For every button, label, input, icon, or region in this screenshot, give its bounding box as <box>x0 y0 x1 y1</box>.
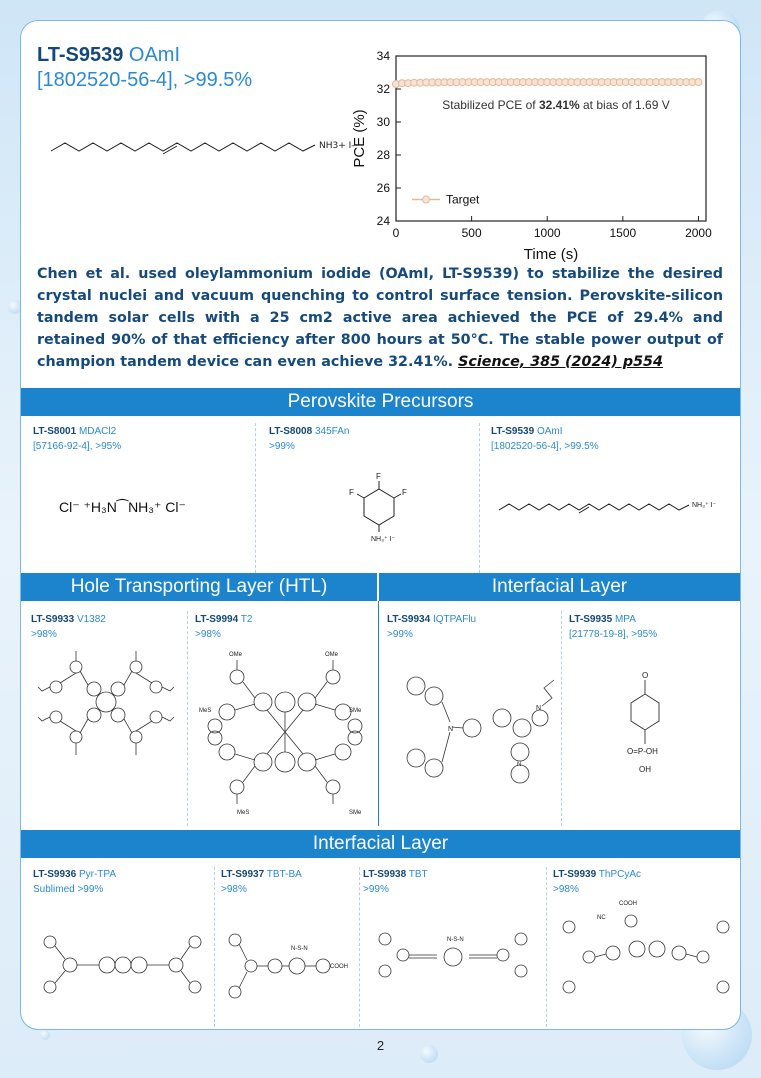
svg-text:NH₃⁺ I⁻: NH₃⁺ I⁻ <box>371 536 396 543</box>
chart-annotation: Stabilized PCE of 32.41% at bias of 1.69 V <box>442 97 670 112</box>
data-point <box>695 79 702 86</box>
legend-label: Target <box>446 192 480 207</box>
x-tick-label: 1000 <box>533 226 561 240</box>
description-text: Chen et al. used oleylammonium iodide (OAmI, LT-S9539) to stabilize the desired crystal nuclei and vacuum quenching to control surface tension. Perovskite-silicon tandem solar cells with a 25 cm2 active area achieved the PCE of 29.4% and retained 90% of that efficiency after 800 hours at 50°C. The stable power output of champion tandem device can even achieve 32.41%. <box>37 266 723 370</box>
svg-text:MeS: MeS <box>237 810 250 816</box>
product-card-s8008[interactable]: LT-S8008 345FAn >99% F F F NH₃⁺ I⁻ <box>269 424 479 564</box>
hero-code: LT-S9539 <box>37 44 124 66</box>
345fan-structure <box>339 469 419 549</box>
tbt-ba-structure <box>223 922 358 1012</box>
section-precursors: Perovskite Precursors <box>21 388 740 416</box>
product-card-s9938[interactable]: LT-S9938 TBT >99% N-S-N <box>363 867 543 1017</box>
hero-title <box>37 43 252 93</box>
product-card-s9935[interactable]: LT-S9935 MPA [21778-19-8], >95% O O=P-OH OH <box>569 612 734 822</box>
product-card-s9933[interactable]: LT-S9933 V1382 >98% <box>31 612 181 822</box>
hero-structure <box>51 133 355 163</box>
y-tick-label: 24 <box>376 214 390 228</box>
hero-structure-label: NH3+ I- <box>319 141 355 151</box>
svg-text:OMe: OMe <box>229 652 243 658</box>
t2-structure <box>197 642 373 817</box>
svg-text:F: F <box>402 488 407 497</box>
product-card-s9936[interactable]: LT-S9936 Pyr-TPA Sublimed >99% <box>33 867 213 1017</box>
svg-text:N: N <box>517 762 522 768</box>
y-axis-label: PCE (%) <box>351 109 368 168</box>
y-tick-label: 26 <box>376 181 390 195</box>
svg-text:N-S-N: N-S-N <box>291 946 308 952</box>
thpcyac-structure <box>555 897 733 1007</box>
svg-text:MeS: MeS <box>199 708 212 714</box>
x-axis-label: Time (s) <box>523 246 579 263</box>
svg-text:N-S-N: N-S-N <box>447 937 464 943</box>
svg-text:COOH: COOH <box>330 964 348 970</box>
y-tick-label: 32 <box>376 82 390 96</box>
svg-text:NC: NC <box>597 915 606 921</box>
tbt-structure <box>373 927 543 997</box>
product-card-s9939[interactable]: LT-S9939 ThPCyAc >98% COOH NC <box>553 867 733 1017</box>
mpa-structure <box>619 672 699 792</box>
svg-text:O: O <box>642 671 649 680</box>
page-number: 2 <box>376 1038 385 1053</box>
hero-cas: [1802520-56-4], >99.5% <box>37 69 253 91</box>
product-card-s9937[interactable]: LT-S9937 TBT-BA >98% COOH N-S-N <box>221 867 356 1017</box>
iqtpaflu-structure <box>392 662 557 792</box>
hero-name: OAmI <box>128 44 181 66</box>
y-tick-label: 34 <box>376 49 390 63</box>
product-card-s9934[interactable]: LT-S9934 IQTPAFlu >99% N N N <box>387 612 557 822</box>
x-tick-label: 2000 <box>685 226 712 240</box>
product-card-s9539[interactable]: LT-S9539 OAmI [1802520-56-4], >99.5% NH₃⁺ I⁻ <box>491 424 731 564</box>
section-htl: Hole Transporting Layer (HTL) <box>21 573 377 601</box>
x-tick-label: 0 <box>392 226 400 240</box>
content-card <box>20 20 741 1030</box>
description <box>37 263 723 373</box>
svg-text:COOH: COOH <box>619 901 637 907</box>
legend-marker <box>423 196 430 203</box>
svg-text:SMe: SMe <box>349 810 362 816</box>
pce-chart <box>346 51 726 266</box>
svg-text:N: N <box>536 705 542 712</box>
product-card-s8001[interactable]: LT-S8001 MDACl2 [57166-92-4], >95% Cl⁻ ⁺H₃N⁀NH₃⁺ Cl⁻ <box>33 426 186 515</box>
y-tick-label: 28 <box>376 148 390 162</box>
svg-text:N: N <box>448 726 454 733</box>
y-tick-label: 30 <box>376 115 390 129</box>
svg-text:O=P-OH: O=P-OH <box>627 747 658 756</box>
section-interfacial-bottom: Interfacial Layer <box>21 830 740 858</box>
svg-text:OH: OH <box>639 765 651 774</box>
oami-structure <box>499 494 729 524</box>
svg-text:OMe: OMe <box>325 652 339 658</box>
svg-text:SMe: SMe <box>349 708 362 714</box>
x-tick-label: 1500 <box>609 226 637 240</box>
svg-text:NH₃⁺ I⁻: NH₃⁺ I⁻ <box>692 502 717 509</box>
mdacl2-formula: Cl⁻ ⁺H₃N⁀NH₃⁺ Cl⁻ <box>59 499 186 515</box>
svg-text:F: F <box>349 488 354 497</box>
section-interfacial-top: Interfacial Layer <box>379 573 740 601</box>
v1382-structure <box>36 647 176 777</box>
svg-text:F: F <box>376 472 381 481</box>
pyr-tpa-structure <box>35 927 211 1007</box>
reference-link[interactable]: Science, 385 (2024) p554 <box>458 354 663 370</box>
x-tick-label: 500 <box>461 226 482 240</box>
product-card-s9994[interactable]: LT-S9994 T2 >98% OMe OMe MeS SMe MeS SMe <box>195 612 375 822</box>
